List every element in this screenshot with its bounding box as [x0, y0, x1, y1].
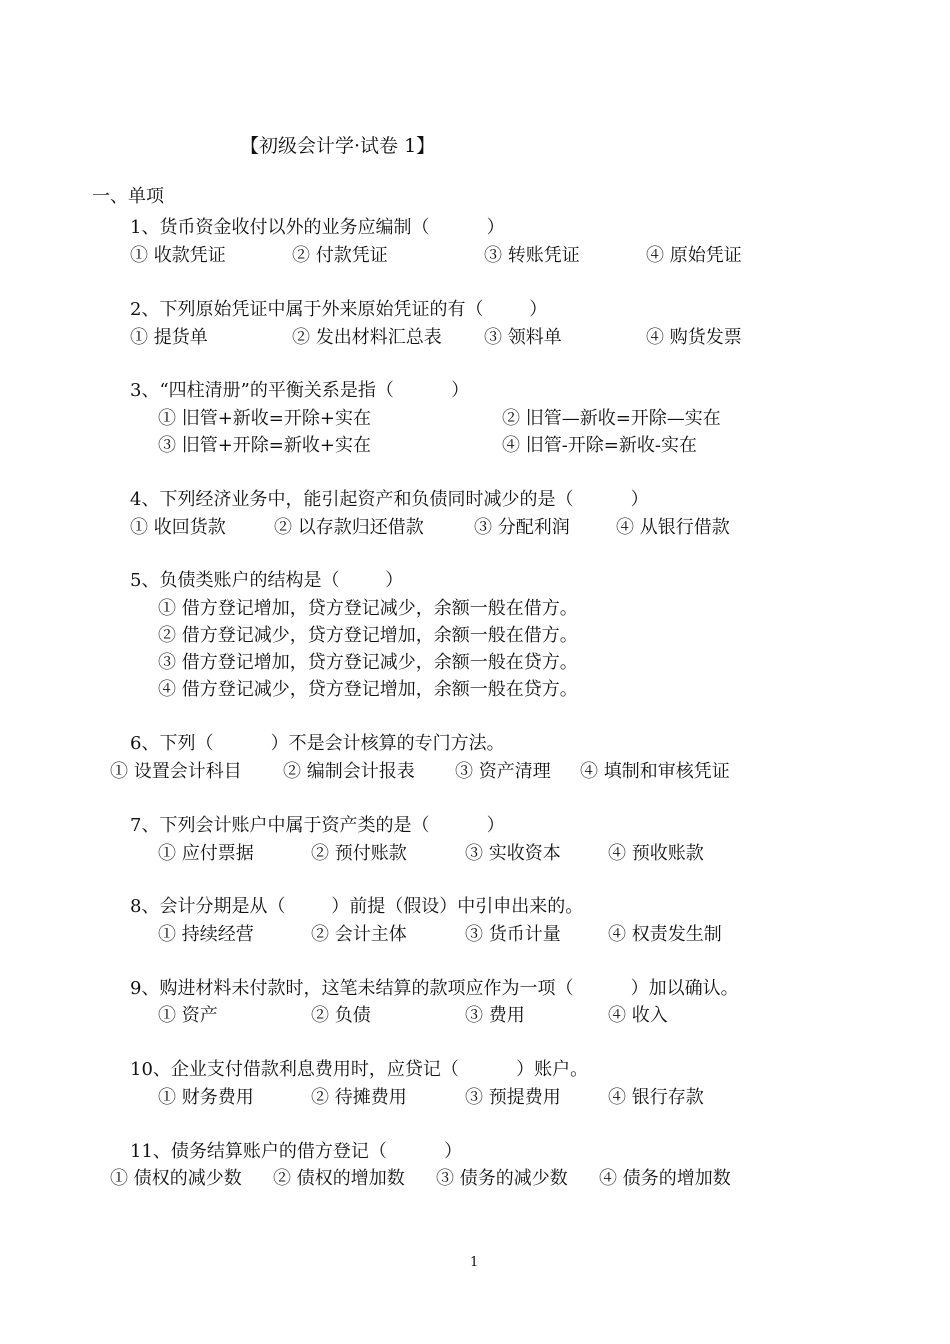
question-2-stem: 2、下列原始凭证中属于外来原始凭证的有（ ） — [130, 299, 548, 320]
question-1-option-3: ③ 转账凭证 — [484, 245, 580, 266]
question-5-option-4: ④ 借方登记减少，贷方登记增加，余额一般在贷方。 — [158, 679, 578, 700]
question-4-option-2: ② 以存款归还借款 — [274, 517, 424, 538]
question-10-stem: 10、企业支付借款利息费用时，应贷记（ ）账户。 — [130, 1059, 589, 1080]
page-number: 1 — [470, 1255, 479, 1270]
question-8-stem: 8、会计分期是从（ ）前提（假设）中引申出来的。 — [130, 896, 584, 917]
question-8-option-2: ② 会计主体 — [311, 924, 407, 945]
question-7-option-3: ③ 实收资本 — [465, 843, 561, 864]
question-1-option-2: ② 付款凭证 — [292, 245, 388, 266]
question-2-option-4: ④ 购货发票 — [646, 327, 742, 348]
question-5-stem: 5、负债类账户的结构是（ ） — [130, 570, 404, 591]
question-9-option-3: ③ 费用 — [465, 1005, 525, 1026]
question-3-stem: 3、“四柱清册”的平衡关系是指（ ） — [130, 380, 470, 401]
question-5-option-2: ② 借方登记减少，贷方登记增加，余额一般在借方。 — [158, 625, 578, 646]
question-6-option-1: ① 设置会计科目 — [110, 761, 242, 782]
question-9-stem: 9、购进材料未付款时，这笔未结算的款项应作为一项（ ）加以确认。 — [130, 978, 739, 999]
question-3-option-4: ④ 旧管-开除=新收-实在 — [502, 435, 697, 456]
question-4-stem: 4、下列经济业务中，能引起资产和负债同时减少的是（ ） — [130, 489, 649, 510]
question-11-option-1: ① 债权的减少数 — [110, 1168, 242, 1189]
question-8-option-1: ① 持续经营 — [158, 924, 254, 945]
question-6-option-3: ③ 资产清理 — [455, 761, 551, 782]
question-6-stem: 6、下列（ ）不是会计核算的专门方法。 — [130, 733, 505, 754]
question-11-option-4: ④ 债务的增加数 — [599, 1168, 731, 1189]
question-8-option-3: ③ 货币计量 — [465, 924, 561, 945]
question-9-option-4: ④ 收入 — [608, 1005, 668, 1026]
question-4-option-1: ① 收回货款 — [130, 517, 226, 538]
question-10-option-2: ② 待摊费用 — [311, 1087, 407, 1108]
question-3-option-2: ② 旧管—新收=开除—实在 — [502, 408, 721, 429]
question-2-option-3: ③ 领料单 — [484, 327, 562, 348]
question-2-option-1: ① 提货单 — [130, 327, 208, 348]
question-10-option-4: ④ 银行存款 — [608, 1087, 704, 1108]
question-7-option-1: ① 应付票据 — [158, 843, 254, 864]
question-9-option-2: ② 负债 — [311, 1005, 371, 1026]
question-7-option-2: ② 预付账款 — [311, 843, 407, 864]
question-4-option-3: ③ 分配利润 — [474, 517, 570, 538]
question-11-stem: 11、债务结算账户的借方登记（ ） — [130, 1141, 463, 1162]
question-1-stem: 1、货币资金收付以外的业务应编制（ ） — [130, 217, 505, 238]
question-1-option-4: ④ 原始凭证 — [646, 245, 742, 266]
question-1-option-1: ① 收款凭证 — [130, 245, 226, 266]
question-11-option-3: ③ 债务的减少数 — [436, 1168, 568, 1189]
question-10-option-3: ③ 预提费用 — [465, 1087, 561, 1108]
question-8-option-4: ④ 权责发生制 — [608, 924, 722, 945]
question-11-option-2: ② 债权的增加数 — [273, 1168, 405, 1189]
question-6-option-4: ④ 填制和审核凭证 — [580, 761, 730, 782]
question-5-option-1: ① 借方登记增加，贷方登记减少，余额一般在借方。 — [158, 598, 578, 619]
question-10-option-1: ① 财务费用 — [158, 1087, 254, 1108]
question-5-option-3: ③ 借方登记增加，贷方登记减少，余额一般在贷方。 — [158, 652, 578, 673]
question-7-stem: 7、下列会计账户中属于资产类的是（ ） — [130, 815, 505, 836]
question-3-option-1: ① 旧管+新收=开除+实在 — [158, 408, 371, 429]
question-3-option-3: ③ 旧管+开除=新收+实在 — [158, 435, 371, 456]
question-7-option-4: ④ 预收账款 — [608, 843, 704, 864]
question-2-option-2: ② 发出材料汇总表 — [292, 327, 442, 348]
question-4-option-4: ④ 从银行借款 — [616, 517, 730, 538]
question-9-option-1: ① 资产 — [158, 1005, 218, 1026]
exam-title: 【初级会计学·试卷 1】 — [240, 135, 436, 157]
question-6-option-2: ② 编制会计报表 — [283, 761, 415, 782]
section-heading: 一、单项 — [92, 186, 164, 207]
